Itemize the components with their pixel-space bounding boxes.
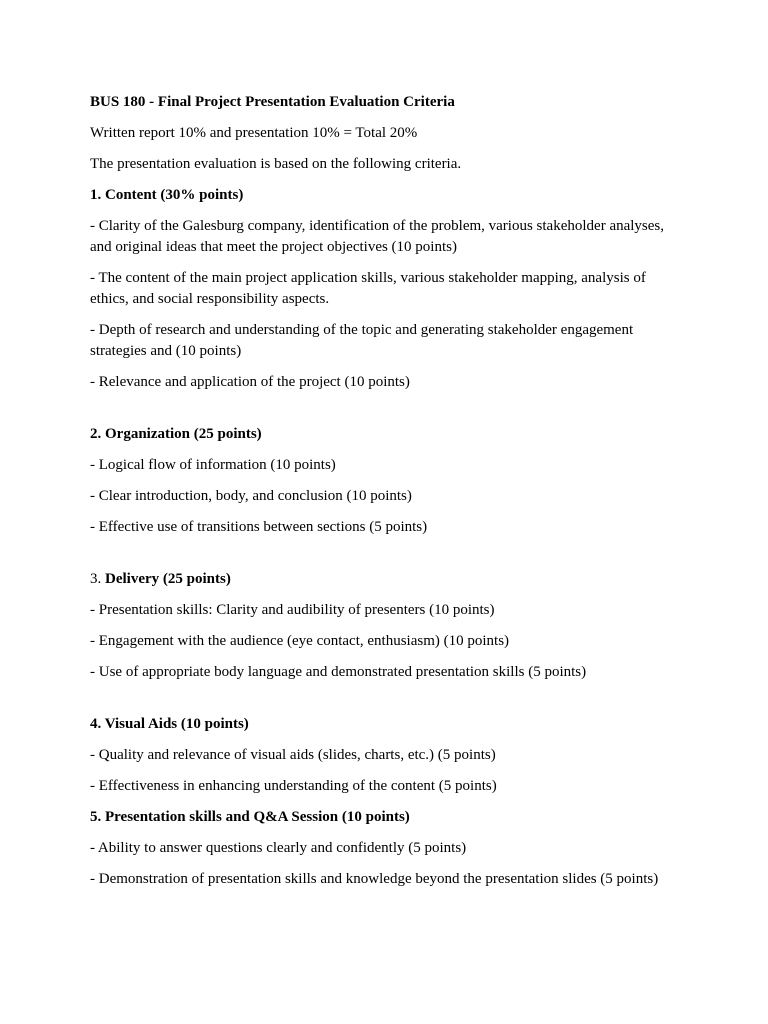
section-spacer [90,548,680,569]
section-heading-label: Delivery (25 points) [105,571,231,587]
section-heading-organization: 2. Organization (25 points) [90,426,262,442]
criteria-item: - Quality and relevance of visual aids (slides, charts, etc.) (5 points) [90,747,496,763]
criteria-item: - Clarity of the Galesburg company, identification of the problem, various stakeholder analyses, and original ideas that meet the project objectives (10 points) [90,218,665,255]
section-spacer [90,403,680,424]
document-body [90,92,680,900]
criteria-item: - The content of the main project application skills, various stakeholder mapping, analysis of ethics, and social responsibility aspects. [90,270,646,307]
document-title: BUS 180 - Final Project Presentation Evaluation Criteria [90,94,455,110]
section-heading-visual-aids: 4. Visual Aids (10 points) [90,716,249,732]
criteria-item: - Logical flow of information (10 points) [90,457,336,473]
section-heading-qa: 5. Presentation skills and Q&A Session (10 points) [90,809,410,825]
criteria-item: - Clear introduction, body, and conclusion (10 points) [90,488,412,504]
grade-weighting: Written report 10% and presentation 10% = Total 20% [90,125,418,141]
criteria-item: - Presentation skills: Clarity and audibility of presenters (10 points) [90,602,495,618]
section-spacer [90,693,680,714]
criteria-item: - Effective use of transitions between sections (5 points) [90,519,428,535]
section-heading-content: 1. Content (30% points) [90,187,244,203]
criteria-item: - Effectiveness in enhancing understanding of the content (5 points) [90,778,497,794]
criteria-item: - Depth of research and understanding of the topic and generating stakeholder engagement strategies and (10 points) [90,322,634,359]
criteria-item: - Relevance and application of the project (10 points) [90,374,410,390]
section-number: 3. [90,571,105,587]
section-heading-delivery [90,569,680,590]
criteria-item: - Demonstration of presentation skills and knowledge beyond the presentation slides (5 points) [90,871,659,887]
criteria-item: - Engagement with the audience (eye contact, enthusiasm) (10 points) [90,633,510,649]
intro-text: The presentation evaluation is based on the following criteria. [90,156,462,172]
criteria-item: - Use of appropriate body language and demonstrated presentation skills (5 points) [90,664,587,680]
criteria-item: - Ability to answer questions clearly and confidently (5 points) [90,840,467,856]
